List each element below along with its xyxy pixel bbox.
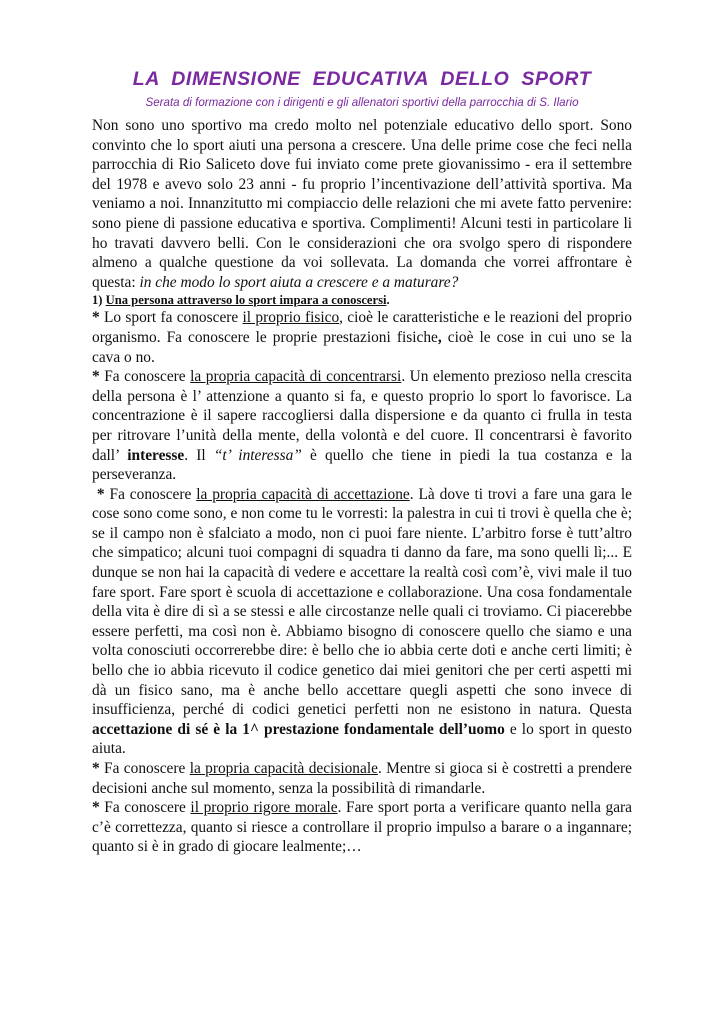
item-text: . Mentre si gioca si è costretti a prendere decisioni anche sul momento, senza la possibilità di rimandarle. bbox=[92, 760, 632, 797]
item-text: , cioè le caratteristiche e le reazioni del proprio organismo. Fa conoscere le proprie prestazioni fisiche bbox=[92, 309, 633, 346]
bullet-star: * bbox=[92, 368, 100, 386]
item-underlined-topic: il proprio rigore morale bbox=[190, 799, 338, 817]
item-text: Fa conoscere bbox=[99, 368, 191, 386]
bullet-star: * bbox=[92, 799, 100, 817]
item-text: Lo sport fa conoscere bbox=[99, 309, 243, 327]
item-text: . Un elemento prezioso nella crescita della persona è l’ attenzione a quanto si fa, e questo proprio lo sport lo favorisce. La concentrazione è il sapere raccogliersi dalla dispersione e da quanto ci frulla in testa per ritrovare l’unità della mente, della volontà e del cuore. Il concentrarsi è favorito dall’ bbox=[92, 368, 632, 464]
bullet-star: * bbox=[92, 309, 100, 327]
item-text: Fa conoscere bbox=[99, 760, 190, 777]
document-title: LA DIMENSIONE EDUCATIVA DELLO SPORT bbox=[132, 68, 592, 90]
intro-paragraph bbox=[92, 116, 632, 292]
item-bold-text: interesse bbox=[127, 446, 185, 464]
item-text: è quello che tiene in piedi la tua costanza e la perseveranza. bbox=[92, 446, 632, 484]
item-morality bbox=[92, 798, 632, 857]
item-acceptance bbox=[92, 485, 632, 759]
item-underlined-topic: il proprio fisico bbox=[242, 309, 340, 327]
item-text: . Fare sport porta a verificare quanto nella gara c’è correttezza, quanto si riesce a controllare il proprio impulso a barare o a ingannare; quanto si è in grado di giocare lealmente;… bbox=[92, 799, 632, 856]
item-text: Fa conoscere bbox=[99, 799, 191, 817]
item-text: Fa conoscere bbox=[104, 485, 197, 503]
bullet-star: * bbox=[92, 760, 100, 777]
item-text: cioè le cose in cui uno se la cava o no. bbox=[92, 328, 632, 366]
intro-question: in che modo lo sport aiuta a crescere e a maturare? bbox=[139, 273, 459, 291]
item-text: e lo sport in questo aiuta. bbox=[92, 720, 632, 758]
document-page bbox=[92, 66, 632, 857]
bullet-star: * bbox=[96, 485, 105, 503]
item-text: . Il bbox=[184, 446, 214, 464]
section-1-number: 1) bbox=[92, 293, 106, 308]
item-concentration bbox=[92, 367, 632, 485]
item-physique bbox=[92, 308, 632, 367]
item-text: . Là dove ti trovi a fare una gara le cose sono come sono, e non come tu le vorresti: la palestra in cui ti trovi è quella che è; se il campo non è sfalciato a modo, non ci puoi fare niente. L’arbitro forse è tutt’altro che simpatico; alcuni tuoi compagni di squadra ti danno da fare, ma sono quelli lì;... E dunque se non hai la capacità di vedere e accettare la realtà così com’è, vivi male il tuo fare sport. Fare sport è scuola di accettazione e collaborazione. Una cosa fondamentale della vita è dire di sì a se stessi e alle circostanze nelle quali ci troviamo. Ci piacerebbe essere perfetti, ma così non è. Abbiamo bisogno di conoscere quello che siamo e una volta conosciuti occorrerebbe dire: è bello che io abbia certe doti e anche certi limiti; è bello che io abbia ricevuto il codice genetico dai miei genitori che per certi aspetti mi dà un fisico sano, ma è anche bello accettare quegli aspetti che sono invece di insufficienza, perché di codici genetici perfetti non ne esistono in natura. Questa bbox=[92, 485, 632, 719]
section-1-title: Una persona attraverso lo sport impara a conoscersi bbox=[105, 293, 387, 308]
item-bold-comma: , bbox=[437, 328, 442, 346]
intro-text: Non sono uno sportivo ma credo molto nel potenziale educativo dello sport. Sono convinto che lo sport aiuti una persona a crescere. Una delle prime cose che feci nella parrocchia di Rio Saliceto dove fui inviato come prete giovanissimo - era il settembre del 1978 e avevo solo 23 anni - fu proprio l’incentivazione dell’attività sportiva. Ma veniamo a noi. Innanzitutto mi compiaccio delle relazioni che mi avete fatto pervenire: sono piene di passione educativa e sportiva. Complimenti! Alcuni testi in particolare li ho travati davvero belli. Con le considerazioni che ora svolgo spero di rispondere almeno a qualche questione da voi sollevata. La domanda che vorrei affrontare è questa: bbox=[92, 117, 632, 291]
item-underlined-topic: la propria capacità di concentrarsi bbox=[190, 368, 402, 386]
section-1-heading bbox=[92, 292, 632, 308]
item-underlined-topic: la propria capacità di accettazione bbox=[196, 485, 410, 503]
section-1-period: . bbox=[386, 293, 390, 308]
item-decision bbox=[92, 759, 632, 798]
item-italic-quote: “t’ interessa” bbox=[213, 446, 302, 464]
item-bold-text: accettazione di sé è la 1^ prestazione fondamentale dell’uomo bbox=[92, 720, 505, 738]
document-subtitle: Serata di formazione con i dirigenti e gli allenatori sportivi della parrocchia di S. Ilario bbox=[145, 96, 579, 109]
item-underlined-topic: la propria capacità decisionale bbox=[189, 760, 378, 777]
